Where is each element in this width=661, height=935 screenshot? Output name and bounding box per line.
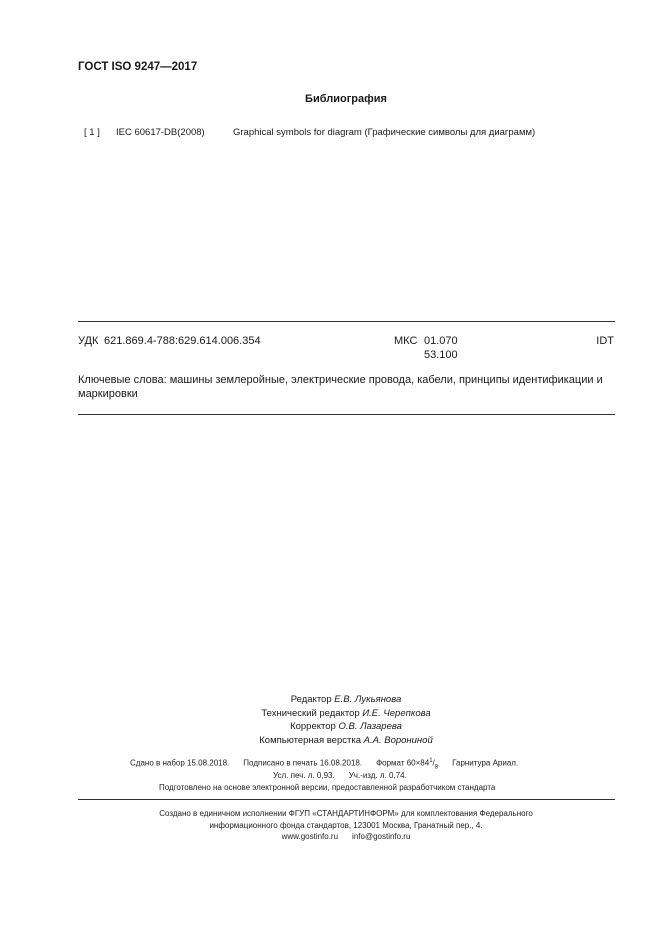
footer-line-2: информационного фонда стандартов, 123001 Москва, Гранатный пер., 4. — [209, 820, 483, 830]
udk-label: УДК — [78, 335, 99, 347]
top-divider — [78, 321, 615, 322]
prepared-note: Подготовлено на основе электронной версии, предоставленной разработчиком стандарта — [159, 783, 496, 792]
website-link[interactable]: www.gostinfo.ru — [281, 832, 339, 841]
mks-value-2: 53.100 — [424, 349, 458, 361]
credit-tech-editor: Технический редактор И.Е. Черепкова — [261, 707, 431, 719]
footer-line-1: Создано в единичном исполнении ФГУП «СТАНДАРТИНФОРМ» для комплектования Федерального — [159, 809, 533, 818]
mks-label: МКС — [394, 335, 418, 347]
footer-contacts — [0, 831, 661, 843]
keywords: Ключевые слова: машины землеройные, электрические провода, кабели, принципы идентификации и маркировки — [78, 374, 603, 400]
document-header: ГОСТ ISO 9247—2017 — [78, 61, 198, 73]
mks-value-1: 01.070 — [424, 335, 458, 347]
credit-layout: Компьютерная верстка А.А. Ворониной — [259, 734, 433, 746]
email-link[interactable]: info@gostinfo.ru — [352, 832, 411, 841]
page-title: Библиография — [305, 93, 387, 105]
credit-corrector: Корректор О.В. Лазарева — [290, 721, 402, 732]
credit-editor: Редактор Е.В. Лукьянова — [290, 694, 402, 705]
footer-divider — [78, 799, 615, 800]
bib-item-number: [ 1 ] — [84, 127, 100, 138]
middle-divider — [78, 414, 615, 415]
print-info-line-1: Сдано в набор 15.08.2018. Подписано в печать 16.08.2018. Формат $60\times 84^1/_8$ Гарнитура Ариал. — [130, 758, 519, 771]
credits-block — [0, 693, 661, 747]
idt-label: IDT — [596, 335, 614, 347]
publisher-footer — [0, 808, 661, 843]
print-info-line-2: Усл. печ. л. 0,93. Уч.-изд. л. 0,74. — [273, 771, 407, 780]
bib-item-code: IEC 60617-DB(2008) — [116, 127, 205, 138]
udk-value: 621.869.4-788:629.614.006.354 — [104, 335, 261, 347]
bib-item-title: Graphical symbols for diagram (Графические символы для диаграмм) — [233, 127, 536, 138]
